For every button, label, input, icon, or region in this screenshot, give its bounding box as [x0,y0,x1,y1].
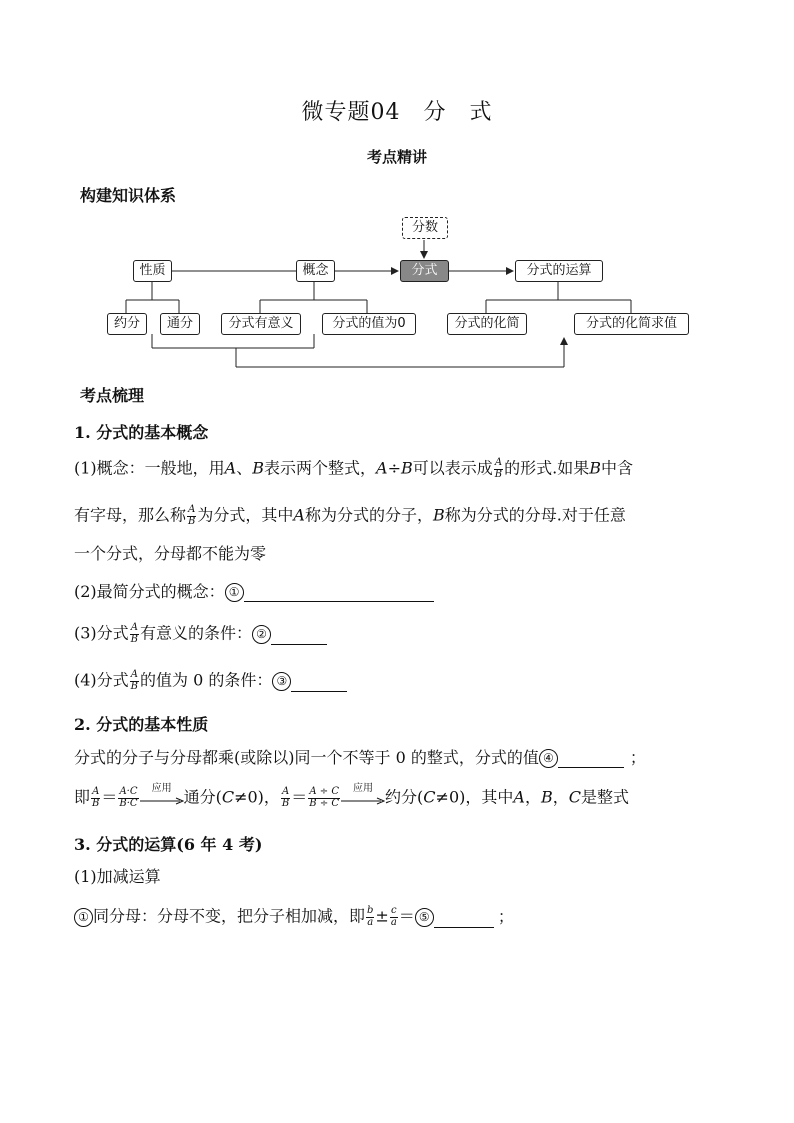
apply-arrow: 应用 [140,788,184,808]
blank-marker-3: ③ [272,672,291,691]
paragraph-same-denominator: ① 同分母：分母不变，把分子相加减，即 $\frac{b}{a}$ ± $\frac{c}{a}$ ＝ ⑤ ； [74,906,514,928]
paragraph-property-line2: 即 $\frac{A}{B}$ ＝ $\frac{A\cdot C}{B\cdot C}$ 应用 通分(C≠0)， $\frac{A}{B}$ ＝ $\frac{A \div C}{B \div C}$ 应用 约分(C≠0)，其中A，B，C是整式 [74,783,630,809]
item-simplest-fraction: (2)最简分式的概念： ① [74,583,434,602]
node-simplify-evaluate: 分式的化简求值 [574,313,689,335]
blank-1 [244,585,434,602]
apply-arrow: 应用 [341,788,385,808]
node-properties: 性质 [133,260,172,282]
marker-1: ① [74,908,93,927]
section-key-points: 考点梳理 [80,386,145,405]
node-value-zero: 分式的值为0 [322,313,416,335]
blank-marker-2: ② [252,625,271,644]
node-concept: 概念 [296,260,335,282]
blank-marker-1: ① [225,583,244,602]
heading-operations: 3. 分式的运算(6 年 4 考) [74,835,263,854]
paragraph-property-line1: 分式的分子与分母都乘(或除以)同一个不等于 0 的整式，分式的值 ④ ； [74,748,646,767]
heading-basic-property: 2. 分式的基本性质 [74,715,209,734]
blank-4 [558,751,624,768]
page-title: 微专题04 分 式 [301,100,493,125]
node-fraction: 分式 [400,260,449,282]
node-common-denominator: 通分 [160,313,200,335]
paragraph-concept-line2: 有字母，那么称 $\frac{A}{B}$ 为分式，其中A称为分式的分子，B称为分式的分母.对于任意 [74,504,626,527]
node-reduce: 约分 [107,313,147,335]
fraction-A-over-B: $\frac{A}{B}$ [130,669,139,692]
heading-basic-concept: 1. 分式的基本概念 [74,423,209,442]
fraction-A-over-B: $\frac{A}{B}$ [130,622,139,645]
section-knowledge-system: 构建知识体系 [80,186,177,205]
paragraph-concept-line1: (1)概念：一般地，用A、B表示两个整式，A÷B可以表示成 $\frac{A}{B}$ 的形式.如果B中含 [74,457,633,480]
blank-3 [291,675,347,692]
heading-add-subtract: (1)加减运算 [74,867,161,886]
node-meaningful: 分式有意义 [221,313,301,335]
knowledge-diagram [0,0,794,380]
fraction-A-over-B: $\frac{A}{B}$ [494,457,503,480]
node-operations: 分式的运算 [515,260,603,282]
node-simplify: 分式的化简 [447,313,527,335]
subtitle: 考点精讲 [366,148,427,166]
item-zero-value-condition: (4)分式 $\frac{A}{B}$ 的值为 0 的条件： ③ [74,670,347,692]
blank-marker-5: ⑤ [415,908,434,927]
fraction-A-over-B: $\frac{A}{B}$ [188,504,196,527]
blank-5 [434,911,494,928]
paragraph-concept-line3: 一个分式，分母都不能为零 [74,544,267,563]
blank-marker-4: ④ [539,749,558,768]
item-meaningful-condition: (3)分式 $\frac{A}{B}$ 有意义的条件： ② [74,623,327,645]
node-fraction-number: 分数 [402,217,448,239]
blank-2 [271,628,327,645]
